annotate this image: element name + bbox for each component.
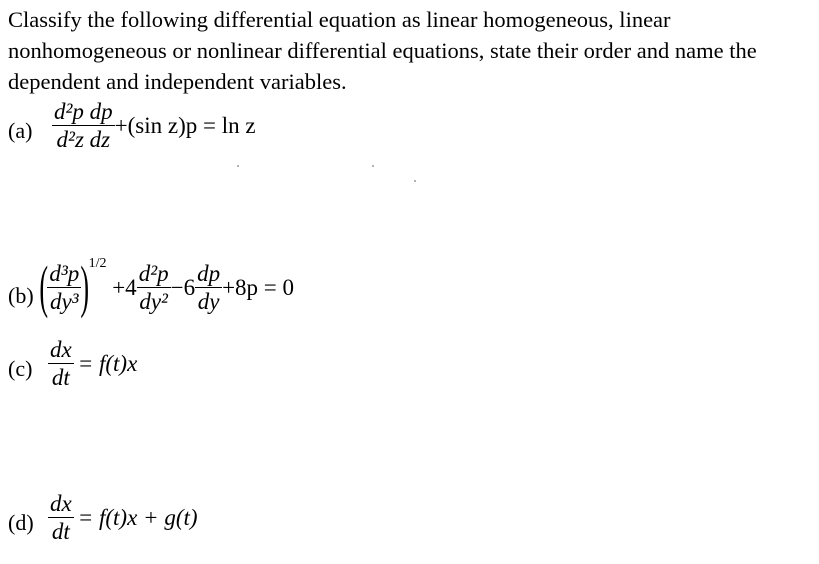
question-text: Classify the following differential equation as linear homogeneous, linear nonhomogeneous or nonlinear differential equations, state their order and name the dependent and independent variables.	[8, 7, 757, 94]
scan-dot	[237, 165, 239, 167]
scan-dot	[372, 165, 374, 167]
equation-d-fraction	[48, 492, 74, 543]
equation-d-rest: = f(t)x + g(t)	[77, 505, 198, 530]
equation-d-numerator: dx	[50, 491, 72, 516]
equation-a-fraction	[52, 100, 115, 151]
equation-c	[48, 338, 137, 389]
equation-b	[39, 254, 295, 319]
equation-b-numerator-1: d³p	[49, 260, 80, 286]
equation-c-fraction	[48, 338, 74, 389]
equation-b-denominator-1: dy³	[49, 288, 79, 314]
part-d-label: (d)	[8, 510, 34, 535]
equation-a-denominator: d²z dz	[56, 127, 111, 152]
equation-c-rest: = f(t)x	[77, 351, 138, 376]
equation-d	[48, 492, 198, 543]
part-a-label: (a)	[8, 118, 33, 143]
equation-b-fraction-1	[47, 262, 81, 313]
equation-a	[52, 100, 256, 151]
equation-b-plus4: +4	[112, 274, 137, 300]
equation-b-numerator-2: d²p	[138, 260, 169, 286]
scan-dot	[414, 180, 416, 182]
equation-b-minus6: −6	[170, 274, 196, 300]
equation-b-denominator-3: dy	[197, 288, 220, 314]
equation-d-denominator: dt	[51, 519, 70, 544]
equation-b-fraction-2	[137, 262, 171, 313]
left-paren: (	[39, 254, 49, 319]
part-c-label: (c)	[8, 356, 33, 381]
part-b-label: (b)	[8, 283, 34, 308]
equation-b-fraction-3	[195, 262, 222, 313]
equation-a-numerator: d²p dp	[54, 99, 113, 124]
right-paren: )	[80, 254, 90, 319]
equation-b-numerator-3: dp	[197, 260, 221, 286]
equation-b-power: 1/2	[88, 256, 107, 271]
equation-c-denominator: dt	[51, 365, 70, 390]
equation-b-rest: +8p = 0	[222, 274, 295, 300]
equation-b-denominator-2: dy²	[139, 288, 168, 314]
equation-c-numerator: dx	[50, 337, 72, 362]
equation-a-rest: +(sin z)p = ln z	[114, 113, 256, 138]
